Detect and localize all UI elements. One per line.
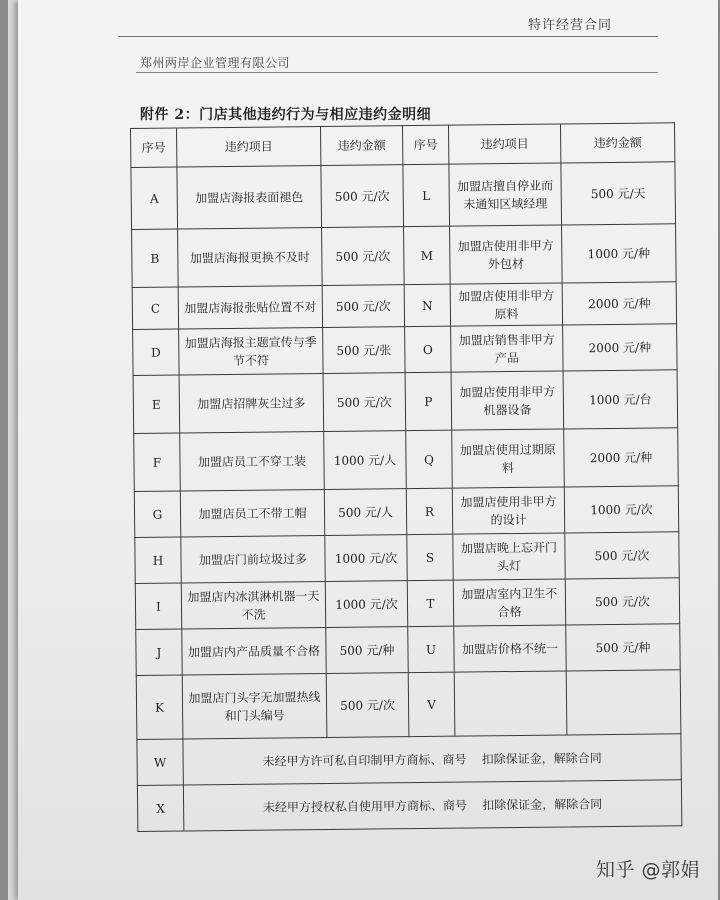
- row-right-code: T: [407, 580, 453, 626]
- row-left-item: 加盟店员工不穿工装: [180, 431, 325, 491]
- table-row: [132, 282, 676, 330]
- row-left-amount: 500 元/次: [322, 285, 404, 328]
- table-row-wide: [137, 780, 681, 832]
- row-clause: [183, 780, 681, 831]
- header-amount-right: 违约金额: [560, 123, 674, 163]
- row-right-code: P: [405, 372, 452, 430]
- contract-title: 特许经营合同: [527, 18, 612, 33]
- row-left-item: 加盟店内冰淇淋机器一天不洗: [181, 581, 325, 629]
- company-name: 郑州两岸企业管理有限公司: [140, 56, 291, 70]
- row-left-item: 加盟店内产品质量不合格: [182, 627, 326, 675]
- row-right-item: 加盟店价格不统一: [454, 625, 566, 672]
- row-left-code: K: [136, 675, 183, 739]
- row-right-amount: 1000 元/种: [562, 224, 677, 283]
- fines-table-wrapper: [130, 122, 681, 832]
- table-row: [133, 324, 677, 376]
- row-right-amount: 500 元/天: [561, 162, 676, 225]
- header-amount: 违约金额: [320, 126, 402, 166]
- table-row: [134, 486, 678, 538]
- row-right-amount: 2000 元/种: [562, 282, 676, 325]
- row-right-amount: 1000 元/次: [564, 486, 678, 533]
- row-right-code: M: [404, 226, 451, 284]
- row-left-amount: 1000 元/次: [325, 535, 407, 582]
- row-left-amount: 1000 元/人: [324, 431, 407, 490]
- table-row: [136, 624, 680, 676]
- row-left-code: I: [135, 583, 181, 629]
- row-left-amount: 500 元/次: [326, 673, 409, 738]
- row-left-amount: 500 元/人: [324, 489, 406, 536]
- row-left-item: 加盟店海报主题宣传与季节不符: [179, 327, 323, 375]
- row-left-amount: 500 元/次: [323, 373, 406, 432]
- row-right-code: R: [406, 488, 452, 534]
- row-left-item: 加盟店招牌灰尘过多: [179, 373, 324, 433]
- row-right-item: 加盟店室内卫生不合格: [453, 579, 565, 626]
- row-left-item: 加盟店门前垃圾过多: [181, 535, 325, 583]
- row-right-amount: 2000 元/种: [564, 428, 679, 487]
- row-clause: [183, 734, 681, 785]
- header-seq-right: 序号: [402, 125, 448, 164]
- row-right-amount: 500 元/次: [565, 578, 679, 625]
- table-row: [136, 670, 681, 740]
- annex-title: 附件 2：门店其他违约行为与相应违约金明细: [140, 107, 432, 123]
- row-left-code: F: [134, 433, 181, 491]
- table-row: [132, 224, 677, 288]
- row-right-item: 加盟店使用非甲方外包材: [450, 225, 563, 284]
- row-left-item: 加盟店海报表面褪色: [177, 166, 322, 230]
- fines-table: [130, 122, 682, 832]
- row-left-code: C: [132, 287, 178, 329]
- header-seq: 序号: [131, 128, 177, 167]
- row-left-amount: 1000 元/次: [325, 581, 407, 628]
- row-left-amount: 500 元/种: [326, 627, 408, 674]
- row-right-code: U: [408, 626, 454, 672]
- row-left-code: G: [134, 491, 180, 537]
- row-left-amount: 500 元/张: [323, 327, 405, 374]
- row-right-code: O: [405, 326, 451, 372]
- row-item: 未经甲方许可私自印制甲方商标、商号: [262, 752, 467, 769]
- row-right-code: Q: [406, 430, 453, 488]
- row-left-code: J: [136, 629, 182, 675]
- row-right-amount: 500 元/次: [565, 532, 679, 579]
- row-right-item: 加盟店晚上忘开门头灯: [453, 533, 565, 580]
- header-rule: [118, 36, 658, 37]
- row-right-code: S: [407, 534, 453, 580]
- row-right-code: V: [408, 672, 455, 736]
- row-left-item: 加盟店门头字无加盟热线和门头编号: [182, 673, 327, 739]
- row-left-code: E: [133, 375, 180, 433]
- row-left-code: H: [135, 537, 181, 583]
- row-right-code: N: [404, 284, 450, 326]
- row-right-item: [454, 671, 567, 736]
- table-row-wide: [137, 734, 681, 786]
- row-penalty: 扣除保证金，解除合同: [482, 796, 603, 812]
- row-right-amount: [566, 670, 681, 735]
- document-page: [18, 0, 718, 900]
- row-right-code: L: [403, 164, 450, 226]
- row-right-item: 加盟店使用非甲方机器设备: [451, 371, 564, 430]
- row-left-item: 加盟店员工不带工帽: [180, 489, 324, 537]
- row-right-amount: 2000 元/种: [563, 324, 677, 371]
- table-row: [133, 370, 678, 434]
- table-row: [131, 162, 676, 230]
- company-rule: [136, 72, 658, 73]
- row-left-amount: 500 元/次: [322, 227, 405, 286]
- row-right-item: 加盟店使用非甲方原料: [450, 283, 562, 326]
- row-left-item: 加盟店海报张贴位置不对: [178, 285, 322, 329]
- table-header-row: [131, 123, 675, 168]
- row-code: X: [137, 785, 183, 831]
- row-item: 未经甲方授权私自使用甲方商标、商号: [262, 798, 468, 815]
- table-row: [134, 428, 679, 492]
- watermark: 知乎 @郭娟: [595, 859, 700, 881]
- row-right-amount: 1000 元/台: [563, 370, 678, 429]
- row-left-code: A: [131, 167, 178, 229]
- header-item: 违约项目: [177, 127, 321, 168]
- table-row: [135, 532, 679, 584]
- row-left-amount: 500 元/次: [321, 165, 404, 228]
- header-item-right: 违约项目: [448, 124, 560, 164]
- table-row: [135, 578, 679, 630]
- row-penalty: 扣除保证金，解除合同: [481, 750, 602, 766]
- row-right-item: 加盟店销售非甲方产品: [451, 325, 563, 372]
- row-code: W: [137, 739, 183, 785]
- row-left-item: 加盟店海报更换不及时: [178, 227, 323, 287]
- row-right-item: 加盟店使用非甲方的设计: [452, 487, 564, 534]
- row-right-item: 加盟店使用过期原料: [452, 429, 565, 488]
- row-right-item: 加盟店擅自停业而未通知区域经理: [449, 163, 562, 226]
- row-left-code: D: [133, 329, 179, 375]
- row-right-amount: 500 元/种: [566, 624, 680, 671]
- row-left-code: B: [132, 229, 179, 287]
